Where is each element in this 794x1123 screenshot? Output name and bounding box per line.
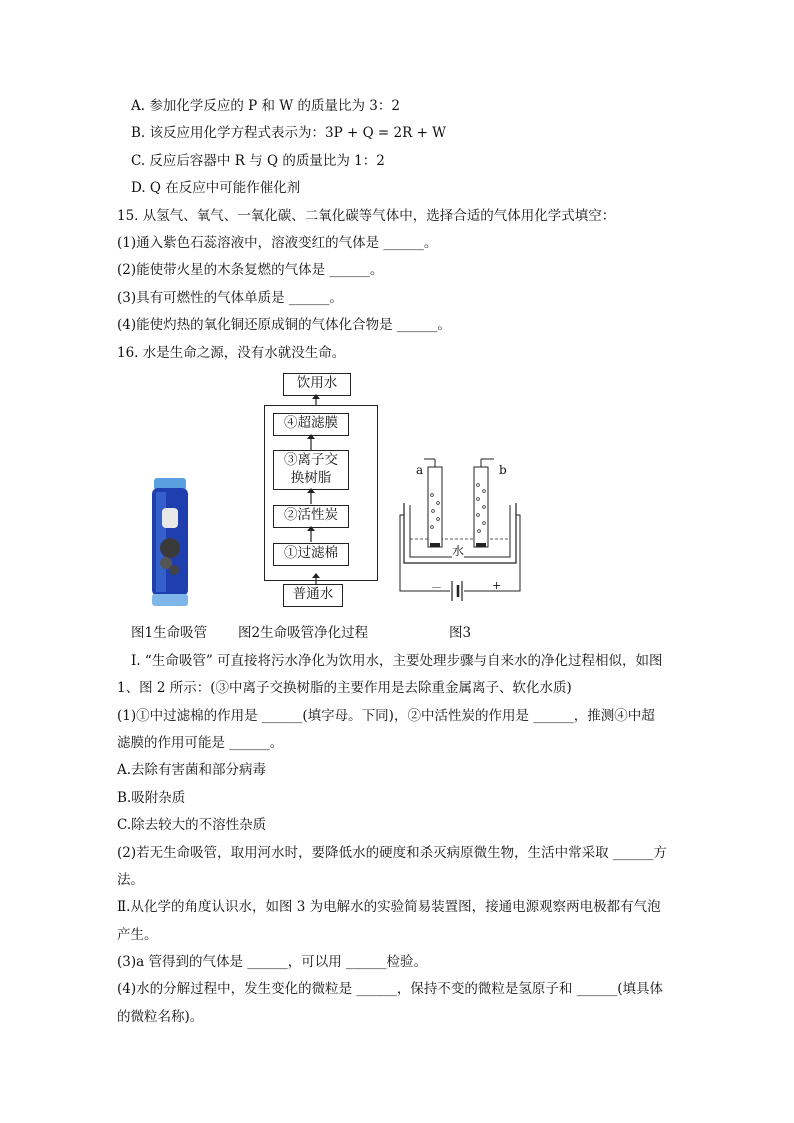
part1-intro-line1: Ⅰ. “生命吸管” 可直接将污水净化为饮用水，主要处理步骤与自来水的净化过程相似，如图 [131, 653, 663, 669]
arrow-up-icon [305, 434, 317, 450]
part1-intro-line2: 1、图 2 所示：(③中离子交换树脂的主要作用是去除重金属离子、软化水质) [117, 680, 572, 696]
positive-terminal: + [492, 579, 502, 592]
arrow-up-icon [305, 488, 317, 504]
caption-figure-1: 图1生命吸管 [131, 625, 208, 641]
q15-item-3: (3)具有可燃性的气体单质是 ______。 [117, 290, 343, 306]
water-label: 水 [452, 544, 465, 558]
flow-ordinary-water: 普通水 [283, 584, 343, 607]
part2-intro-line1: Ⅱ.从化学的角度认识水，如图 3 为电解水的实验简易装置图，接通电源观察两电极都有气泡 [117, 899, 661, 915]
life-straw-illustration [150, 478, 190, 608]
q16-4-line2: 的微粒名称)。 [117, 1009, 204, 1025]
flow-step-ion-exchange [273, 450, 349, 490]
choice-b: B.吸附杂质 [117, 790, 186, 806]
q16-3: (3)a 管得到的气体是 ______，可以用 ______检验。 [117, 954, 428, 970]
q16-2-line2: 法。 [117, 872, 144, 888]
q15-item-2: (2)能使带火星的木条复燃的气体是 ______。 [117, 262, 384, 278]
q14-option-a: A. 参加化学反应的 P 和 W 的质量比为 3：2 [131, 98, 400, 114]
tube-a-label: a [416, 463, 424, 477]
q16-stem: 16. 水是生命之源，没有水就没生命。 [117, 345, 346, 361]
arrow-up-icon [305, 526, 317, 542]
flow-step-ion-exchange-line1: ③离子交 [284, 452, 338, 468]
q16-1-line2: 滤膜的作用可能是 ______。 [117, 735, 284, 751]
q15-stem: 15. 从氢气、氧气、一氧化碳、二氧化碳等气体中，选择合适的气体用化学式填空： [117, 208, 616, 224]
q16-2-line1: (2)若无生命吸管，取用河水时，要降低水的硬度和杀灭病原微生物，生活中常采取 ______方 [117, 845, 667, 861]
flow-step-filter-cotton: ①过滤棉 [273, 543, 349, 566]
q15-item-1: (1)通入紫色石蕊溶液中，溶液变红的气体是 ______。 [117, 235, 438, 251]
caption-figure-3: 图3 [449, 625, 472, 641]
q16-1-line1: (1)①中过滤棉的作用是 ______(填字母。下同)，②中活性炭的作用是 ______，推测④中超 [117, 708, 655, 724]
q14-option-b: B. 该反应用化学方程式表示为：3P + Q = 2R + W [131, 125, 447, 141]
choice-a: A.去除有害菌和部分病毒 [117, 762, 267, 778]
q14-option-c: C. 反应后容器中 R 与 Q 的质量比为 1：2 [131, 153, 385, 169]
caption-figure-2: 图2生命吸管净化过程 [238, 625, 369, 641]
q14-option-d: D. Q 在反应中可能作催化剂 [131, 180, 301, 196]
flow-step-ion-exchange-line2: 换树脂 [290, 470, 332, 486]
negative-terminal: － [431, 581, 442, 594]
q16-4-line1: (4)水的分解过程中，发生变化的微粒是 ______，保持不变的微粒是氢原子和 ______(填具体 [117, 981, 663, 997]
choice-c: C.除去较大的不溶性杂质 [117, 817, 267, 833]
figures [0, 360, 794, 645]
tube-b-label: b [499, 463, 507, 477]
electrolysis-apparatus [398, 455, 524, 605]
flow-drinking-water: 饮用水 [283, 373, 351, 396]
flow-step-activated-carbon: ②活性炭 [273, 505, 349, 528]
q15-item-4: (4)能使灼热的氧化铜还原成铜的气体化合物是 ______。 [117, 317, 451, 333]
flow-step-ultrafilter: ④超滤膜 [273, 413, 349, 436]
part2-intro-line2: 产生。 [117, 927, 158, 943]
